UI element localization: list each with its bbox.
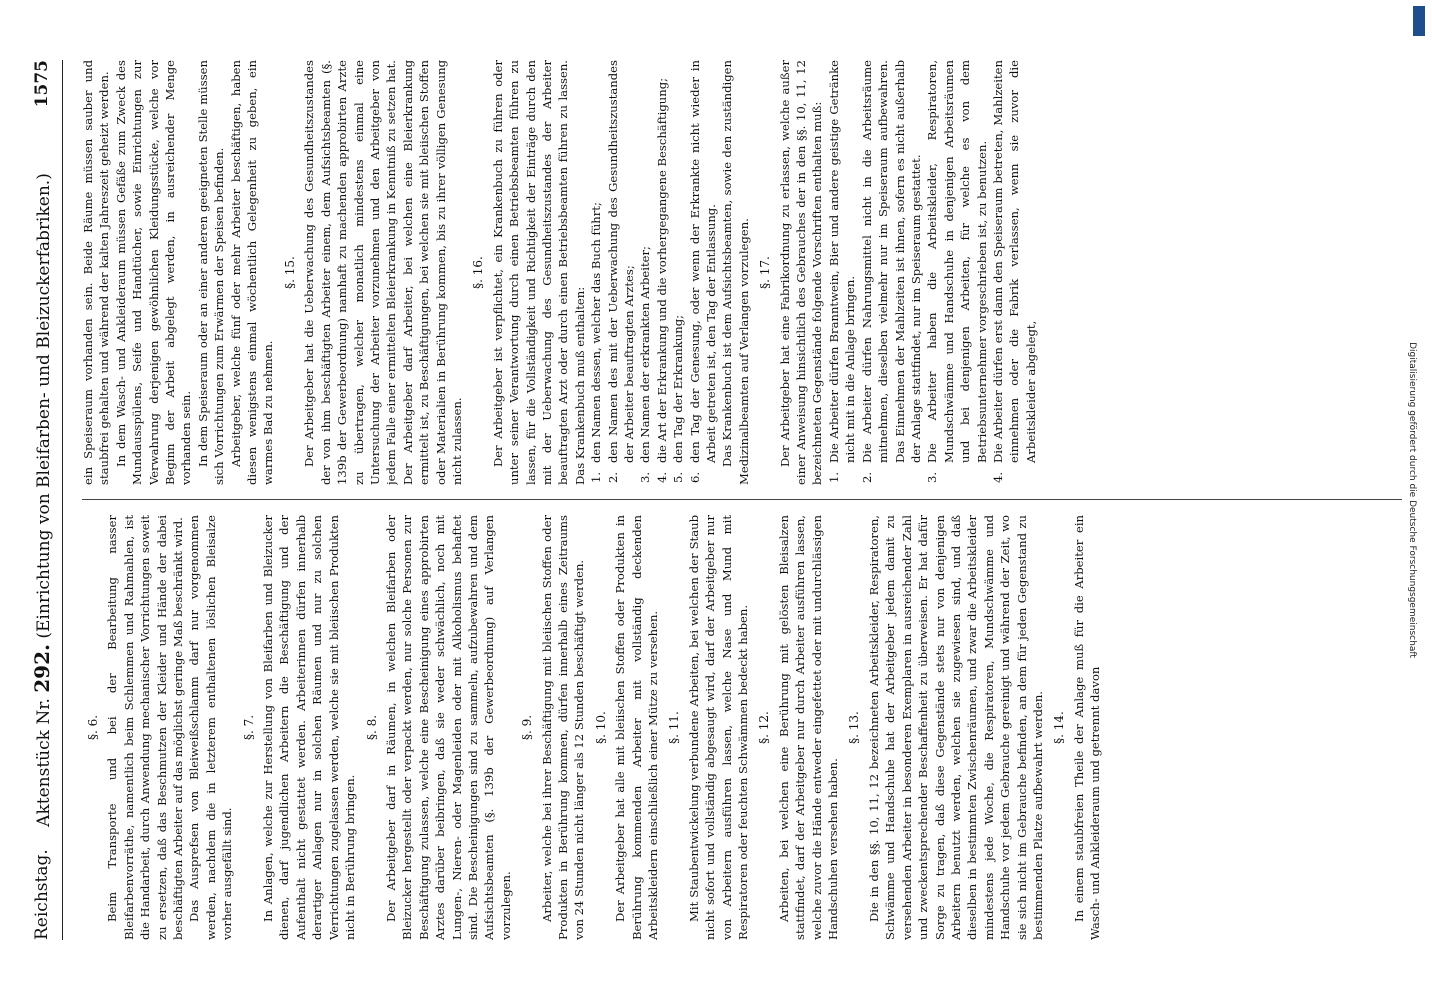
paragraph: Der Arbeitgeber hat alle mit bleiischen Stoffen oder Produkten in Berührung kommenden Arbeiter mit vollständig deckenden Arbeitskleidern einschließlich einer Mütze zu versehen.	[613, 515, 660, 940]
paragraph: Der Arbeitgeber ist verpflichtet, ein Krankenbuch zu führen oder unter seiner Verantwortung durch einen Betriebsbeamten führen zu lassen, für die Vollständigkeit und Richtigkeit der Einträge durch den mit der Ueberwachung des Gesundheitszustandes der Arbeiter beauftragten Arzt oder durch einen Betriebsbeamten führen zu lassen. Das Krankenbuch muß enthalten:	[490, 60, 587, 485]
header-center	[22, 60, 64, 940]
list-item	[924, 60, 990, 485]
list-item-text: den Tag der Genesung, oder wenn der Erkrankte nicht wieder in Arbeit getreten ist, den Tag der Entlassung.	[687, 60, 719, 463]
list-item-text: die Art der Erkrankung und die vorhergegangene Beschäftigung;	[654, 77, 669, 463]
paragraph: Der Arbeitgeber hat eine Fabrikordnung zu erlassen, welche außer einer Anweisung hinsichtlich des Gebrauches der in den §§. 10, 11, 12 bezeichneten Gegenstände folgende Vorschriften enthalten muß:	[777, 60, 825, 485]
paragraph: In einem staubfreien Theile der Anlage muß für die Arbeiter ein Wasch- und Ankleideraum und getrennt davon	[1071, 515, 1103, 940]
paragraph: Arbeiter, welche bei ihrer Beschäftigung mit bleiischen Stoffen oder Produkten in Berührung kommen, dürfen innerhalb eines Zeitraums von 24 Stunden nicht länger als 12 Stunden beschäftigt werden.	[539, 515, 587, 940]
left-column	[80, 515, 1410, 940]
paragraph: Beim Transporte und bei der Bearbeitung nasser Bleifarbenvorräthe, namentlich beim Schlemmen und Rahmahlen, ist die Handarbeit, durch Anwendung mechanischer Vorrichtungen soweit zu ersetzen, daß das Beschmutzen der Kleider und Hände der dabei beschäftigten Arbeiter auf das möglichst geringe Maß beschränkt wird.	[105, 515, 186, 940]
digitization-credit: Digitalisierung gefördert durch die Deutsche Forschungsgemeinschaft	[1407, 342, 1417, 658]
header-center-suffix: (Einrichtung von Bleifarben- und Bleizuckerfabriken.)	[34, 173, 54, 639]
paragraph: Der Arbeitgeber darf in Räumen, in welchen Bleifarben oder Bleizucker hergestellt oder verpackt werden, nur solche Personen zur Beschäftigung zulassen, welche eine Bescheinigung eines approbirten Arztes darüber beibringen, daß sie weder schwächlich, noch mit Lungen-, Nieren- oder Magenleiden oder mit Alkoholismus behaftet sind. Die Bescheinigungen sind zu sammeln, aufzubewahren und dem Aufsichtsbeamten (§. 139b der Gewerbeordnung) auf Verlangen vorzulegen.	[383, 515, 513, 940]
header-document-number: 292.	[30, 644, 54, 693]
section-heading: §. 10.	[593, 711, 608, 744]
section-heading: §. 17.	[758, 256, 773, 289]
paragraph: Der Arbeitgeber hat die Ueberwachung des Gesundheitszustandes der von ihm beschäftigten Arbeiter einem, dem Aufsichtsbeamten (§. 139b der Gewerbeordnung) namhaft zu machenden approbirten Arzte zu übertragen, welcher monatlich mindestens einmal eine Untersuchung der Arbeiter vorzunehmen und den Arbeitgeber von jedem Falle einer ermittelten Bleierkrankung in Kenntniß zu setzen hat. Der Arbeitgeber darf Arbeiter, bei welchen eine Bleierkrankung ermittelt ist, zu Beschäftigungen, bei welchen sie mit bleiischen Stoffen oder Materialien in Berührung kommen, bis zu ihrer völligen Genesung nicht zulassen.	[302, 60, 464, 485]
paragraph: Das Ausprefsen von Bleiweißschlamm darf nur vorgenommen werden, nachdem die in letzterem enthaltenen löslichen Bleisalze vorher ausgefällt sind.	[187, 515, 235, 940]
page-number: 1575	[32, 60, 52, 108]
paragraph: ein Speiseraum vorhanden sein. Beide Räume müssen sauber und staubfrei gehalten und während der kalten Jahreszeit geheizt werden.	[81, 60, 112, 485]
column-divider	[82, 499, 1402, 500]
numbered-list	[588, 60, 719, 485]
list-item	[605, 60, 638, 485]
list-item-number: 1.	[589, 471, 604, 483]
paragraph: Die in den §§. 10, 11, 12 bezeichneten Arbeitskleider, Respiratoren, Schwämme und Handschuhe hat der Arbeitgeber jedem damit zu versehenden Arbeiter in besonderen Exemplaren in ausreichender Zahl und zweckentsprechender Beschaffenheit zu überweisen. Er hat dafür Sorge zu tragen, daß diese Gegenstände stets nur von denjenigen Arbeitern benutzt werden, welchen sie zugewiesen sind, und daß dieselben in bestimmten Zwischenräumen, und zwar die Arbeitskleider mindestens jede Woche, die Respiratoren, Mundschwämme und Handschuhe vor jedem Gebrauche gereinigt und während der Zeit, wo sie sich nicht im Gebrauche befinden, an dem für jeden Gegenstand zu bestimmenden Platze aufbewahrt werden.	[866, 515, 1045, 940]
right-column	[80, 60, 1410, 485]
paragraph: Mit Staubentwickelung verbundene Arbeiten, bei welchen der Staub nicht sofort und vollständig abgesaugt wird, darf der Arbeitgeber nur von Arbeitern ausführen lassen, welche Nase und Mund mit Respiratoren oder feuchten Schwämmen bedeckt haben.	[686, 515, 751, 940]
list-item-number: 5.	[671, 471, 686, 483]
paragraph: Arbeiten, bei welchen eine Berührung mit gelösten Bleisalzen stattfindet, darf der Arbeitgeber nur durch Arbeiter ausführen lassen, welche zuvor die Hände entweder eingefettet oder mit undurchlässigen Handschuhen versehen haben.	[776, 515, 841, 940]
paragraph: Arbeitgeber, welche fünf oder mehr Arbeiter beschäftigen, haben diesen wenigstens einmal wöchentlich Gelegenheit zu geben, ein warmes Bad zu nehmen.	[228, 60, 276, 485]
list-item	[990, 60, 1039, 485]
section-heading: §. 12.	[757, 711, 772, 744]
list-item	[588, 60, 604, 485]
list-item	[859, 60, 925, 485]
paragraph: Das Krankenbuch ist dem Aufsichtsbeamten, sowie den zuständigen Medizinalbeamten auf Verlangen vorzulegen.	[720, 60, 751, 485]
list-item-number: 2.	[605, 471, 620, 483]
paragraph: In Anlagen, welche zur Herstellung von Bleifarben und Bleizucker dienen, darf jugendlichen Arbeitern die Beschäftigung und der Aufenthalt nicht gestattet werden. Arbeiterinnen dürfen innerhalb derartiger Anlagen nur in solchen Räumen und nur zu solchen Verrichtungen zugelassen werden, welche sie mit bleiischen Produkten nicht in Berührung bringen.	[261, 515, 358, 940]
section-heading: §. 7.	[241, 714, 256, 741]
list-item-number: 6.	[687, 471, 702, 483]
numbered-list	[826, 60, 1039, 485]
section-heading: §. 6.	[86, 714, 100, 741]
list-item	[687, 60, 720, 485]
section-heading: §. 15.	[282, 256, 297, 289]
section-heading: §. 9.	[520, 714, 535, 741]
paragraph: In dem Speiseraum oder an einer anderen geeigneten Stelle müssen sich Vorrichtungen zum Erwärmen der Speisen befinden.	[195, 60, 227, 485]
section-heading: §. 8.	[364, 714, 379, 741]
list-item-text: den Namen dessen, welcher das Buch führt;	[589, 202, 604, 463]
list-item-number: 3.	[638, 471, 653, 483]
list-item-number: 4.	[654, 471, 669, 483]
list-item-text: den Namen der erkrankten Arbeiter;	[638, 246, 653, 463]
list-item-text: Die Arbeiter haben die Arbeitskleider, Respiratoren, Mundschwämme und Handschuhe in denjenigen Arbeitsräumen und bei denjenigen Arbeiten, für welche es von dem Betriebsunternehmer vorgeschrieben ist, zu benutzen.	[925, 60, 989, 463]
header-left: Reichstag.	[32, 849, 52, 940]
header-center-prefix: Aktenstück Nr.	[34, 698, 54, 827]
list-item-text: Die Arbeiter dürfen Nahrungsmittel nicht in die Arbeitsräume mitnehmen, dieselben vielmehr nur im Speiseraum aufbewahren. Das Einnehmen der Mahlzeiten ist ihnen, sofern es nicht außerhalb der Anlage stattfindet, nur im Speiseraum gestattet.	[859, 60, 923, 463]
list-item-text: den Tag der Erkrankung;	[671, 314, 686, 463]
list-item-number: 2.	[859, 471, 874, 483]
section-heading: §. 16.	[471, 256, 486, 289]
list-item	[637, 60, 653, 485]
section-heading: §. 11.	[667, 711, 682, 744]
list-item-number: 4.	[990, 471, 1005, 483]
section-heading: §. 13.	[847, 711, 862, 744]
list-item	[826, 60, 859, 485]
list-item-text: Die Arbeiter dürfen erst dann den Speiseraum betreten, Mahlzeiten einnehmen oder die Fabrik verlassen, wenn sie zuvor die Arbeitskleider abgelegt,	[990, 60, 1038, 463]
list-item-number: 1.	[826, 471, 841, 483]
list-item-text: Die Arbeiter dürfen Branntwein, Bier und andere geistige Getränke nicht mit in die Anlage bringen.	[826, 60, 858, 463]
list-item	[670, 60, 686, 485]
list-item-text: den Namen des mit der Ueberwachung des Gesundheitszustandes der Arbeiter beauftragten Arztes;	[605, 60, 636, 463]
paragraph: In dem Wasch- und Ankleideraum müssen Gefäße zum Zweck des Mundausspülens, Seife und Handtücher, sowie Einrichtungen zur Verwahrung derjenigen gewöhnlichen Kleidungsstücke, welche vor Beginn der Arbeit abgelegt werden, in ausreichender Menge vorhanden sein.	[113, 60, 194, 485]
dfg-logo	[1413, 6, 1425, 36]
list-item-number: 3.	[925, 471, 940, 483]
page-header	[22, 60, 63, 940]
list-item	[654, 60, 670, 485]
section-heading: §. 14.	[1052, 711, 1067, 744]
